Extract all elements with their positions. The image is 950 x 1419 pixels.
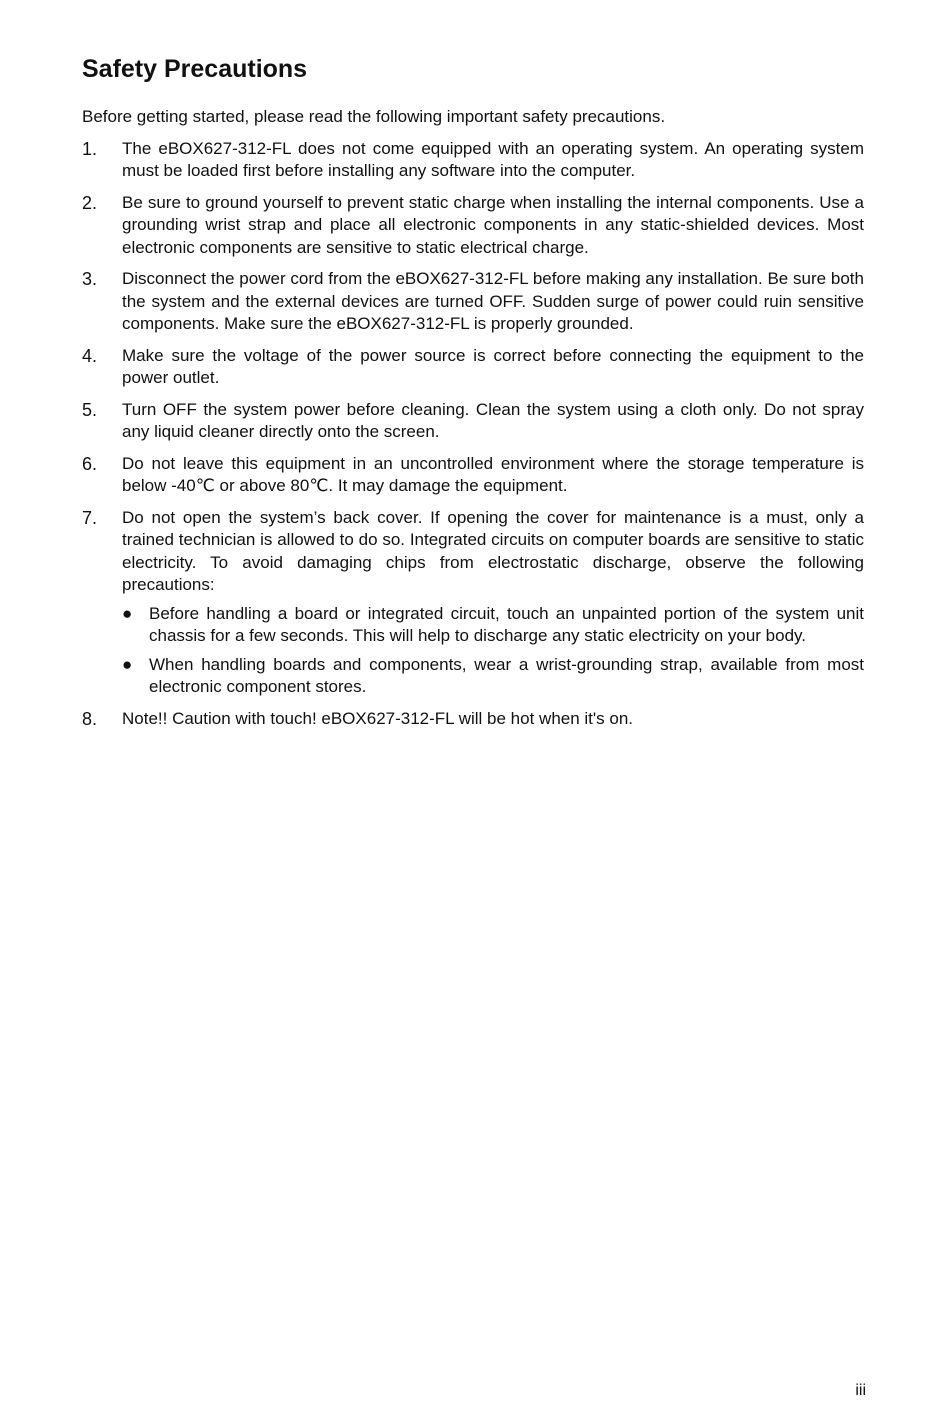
- list-item: [82, 345, 864, 390]
- sub-list-item: [122, 603, 864, 648]
- item-text: Note!! Caution with touch! eBOX627-312-FL will be hot when it's on.: [122, 708, 634, 728]
- list-item: [82, 708, 864, 731]
- item-number: 2.: [82, 192, 98, 213]
- item-number: 1.: [82, 138, 98, 159]
- list-item: [82, 192, 864, 260]
- item-number: 3.: [82, 269, 98, 289]
- item-text: Turn OFF the system power before cleaning. Clean the system using a cloth only. Do not spray any liquid cleaner directly onto the screen.: [122, 399, 864, 441]
- item-number: 7.: [82, 507, 98, 528]
- sub-item-text: Before handling a board or integrated circuit, touch an unpainted portion of the system unit chassis for a few seconds. This will help to discharge any static electricity on your body.: [149, 603, 864, 645]
- intro-paragraph: Before getting started, please read the following important safety precautions.: [82, 107, 666, 126]
- item-text: Disconnect the power cord from the eBOX627-312-FL before making any installation. Be sure both the system and the external devices are turned OFF. Sudden surge of power could ruin sensitive components. Make sure the eBOX627-312-FL is properly grounded.: [122, 269, 864, 333]
- bullet-icon: ●: [122, 603, 133, 623]
- page-title: Safety Precautions: [82, 55, 308, 83]
- list-item: [82, 453, 864, 498]
- item-text: The eBOX627-312-FL does not come equipped with an operating system. An operating system must be loaded first before installing any software into the computer.: [122, 138, 864, 180]
- bullet-icon: ●: [122, 654, 133, 674]
- item-number: 6.: [82, 453, 98, 474]
- list-item: [82, 399, 864, 444]
- item-number: 5.: [82, 399, 98, 420]
- sub-list-item: [122, 654, 864, 699]
- item-text: Make sure the voltage of the power source is correct before connecting the equipment to the power outlet.: [122, 345, 864, 387]
- precautions-sublist: [122, 603, 864, 699]
- document-page: [82, 52, 864, 739]
- sub-item-text: When handling boards and components, wear a wrist-grounding strap, available from most electronic component stores.: [149, 654, 864, 696]
- list-item: [82, 138, 864, 183]
- list-item: [82, 268, 864, 336]
- item-text: Be sure to ground yourself to prevent static charge when installing the internal components. Use a grounding wrist strap and place all electronic components in any static-shielded devices. Most electronic components are sensitive to static electrical charge.: [122, 192, 864, 257]
- list-item: [82, 507, 864, 699]
- item-number: 4.: [82, 345, 98, 366]
- item-text: Do not open the system’s back cover. If opening the cover for maintenance is a must, only a trained technician is allowed to do so. Integrated circuits on computer boards are sensitive to static electricity. To avoid damaging chips from electrostatic discharge, observe the following precautions:: [122, 507, 864, 594]
- item-text: Do not leave this equipment in an uncontrolled environment where the storage temperature is below -40℃ or above 80℃. It may damage the equipment.: [122, 453, 864, 495]
- page-number: iii: [855, 1382, 866, 1399]
- item-number: 8.: [82, 708, 98, 729]
